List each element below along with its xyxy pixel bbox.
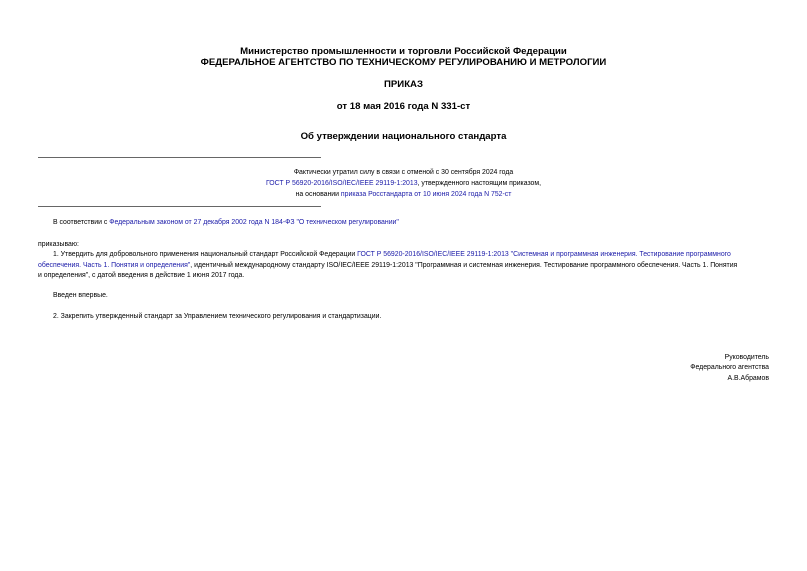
signature-title-2: Федерального агентства [690,364,769,371]
signature-title-1: Руководитель [724,354,769,361]
agency-title: ФЕДЕРАЛЬНОЕ АГЕНТСТВО ПО ТЕХНИЧЕСКОМУ РЕГУЛИРОВАНИЮ И МЕТРОЛОГИИ [200,57,607,68]
notice-gost-link[interactable]: ГОСТ Р 56920-2016/ISO/IEC/IEEE 29119-1:2013 [265,180,418,187]
notice-order-link[interactable]: приказа Росстандарта от 10 июня 2024 года N 752-ст [340,191,512,198]
doc-type: ПРИКАЗ [384,79,423,90]
doc-date-number: от 18 мая 2016 года N 331-ст [336,101,471,112]
item-1-line-3: и определения", с датой введения в действие 1 июня 2017 года. [38,272,245,279]
orders-word: приказываю: [38,241,79,248]
item-1-line-2 [38,262,737,269]
notice-line-3 [0,191,807,198]
divider-bottom [38,206,321,207]
standard-link-part-1[interactable]: ГОСТ Р 56920-2016/ISO/IEC/IEEE 29119-1:2013 "Системная и программная инженерия. Тестирование программного [357,251,731,258]
item-1-line-2-text: , идентичный международному стандарту ISO/IEC/IEEE 29119-1:2013 "Программная и системная инженерия. Тестирование программного обеспечения. Часть 1. Понятия [190,262,738,269]
basis-prefix: В соответствии с [53,219,110,226]
ministry-title: Министерство промышленности и торговли Российской Федерации [240,46,567,57]
item-2: 2. Закрепить утвержденный стандарт за Управлением технического регулирования и стандартизации. [53,313,382,320]
signature-name: А.В.Абрамов [727,375,769,382]
notice-line-1: Фактически утратил силу в связи с отменой с 30 сентября 2024 года [293,169,514,176]
standard-link-part-2[interactable]: обеспечения. Часть 1. Понятия и определения" [38,262,191,269]
notice-line-2-text: , утвержденного настоящим приказом, [417,180,542,187]
federal-law-link[interactable]: Федеральным законом от 27 декабря 2002 года N 184-ФЗ "О техническом регулировании" [109,219,399,226]
item-1-prefix: 1. Утвердить для добровольного применения национальный стандарт Российской Федерации [53,251,358,258]
item-1-line-1 [53,251,731,258]
notice-line-2 [0,180,807,187]
paragraph-basis [53,219,399,226]
doc-subject: Об утверждении национального стандарта [300,131,507,142]
divider-top [38,157,321,158]
notice-line-3-prefix: на основании [295,191,341,198]
introduced-note: Введен впервые. [53,292,108,299]
